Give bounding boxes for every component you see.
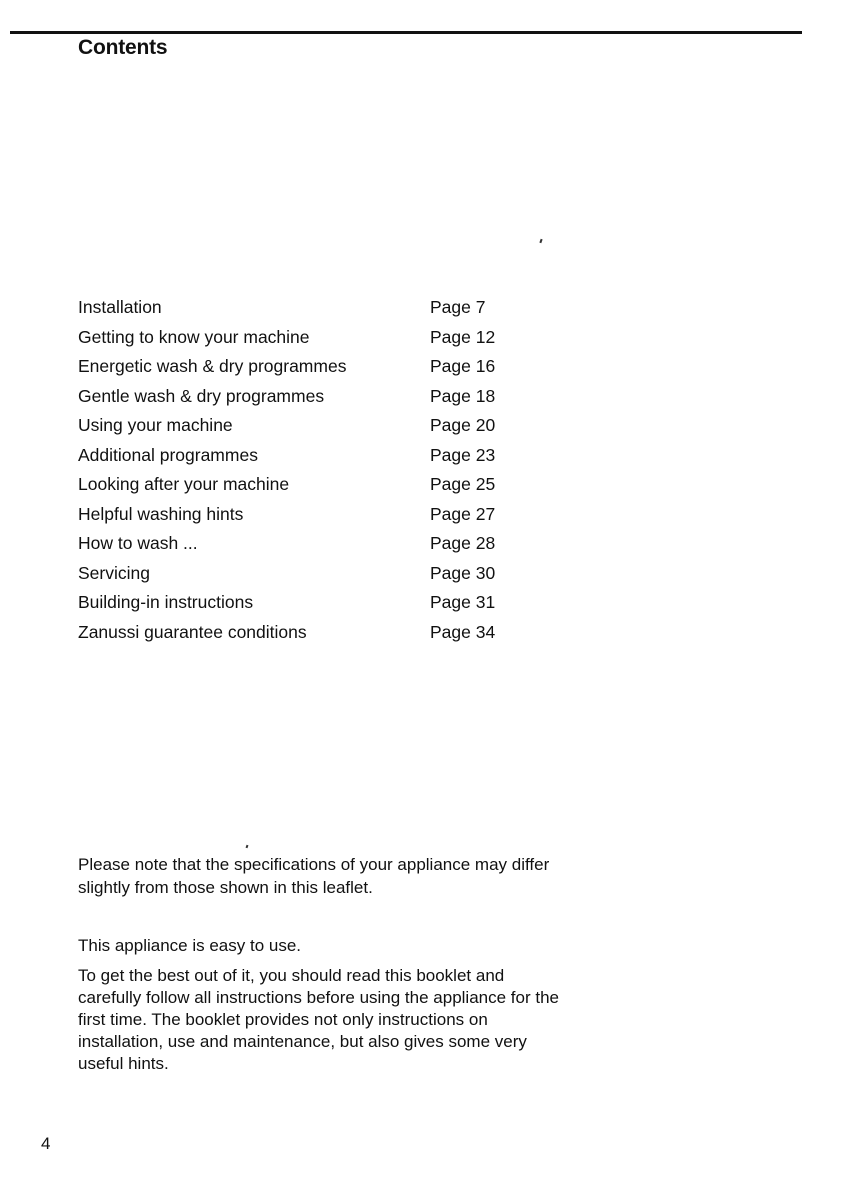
toc-entry[interactable] <box>78 472 538 502</box>
toc-entry-label: Installation <box>78 297 162 317</box>
toc-entry-page: Page 16 <box>430 356 496 376</box>
toc-entry[interactable] <box>78 354 538 384</box>
toc-entry-page: Page 31 <box>430 592 496 612</box>
toc-entry-label: Additional programmes <box>78 444 258 465</box>
toc-entry-page: Page 34 <box>430 621 496 642</box>
scan-speck <box>539 239 542 243</box>
toc-entry-page: Page 23 <box>430 444 496 465</box>
toc-entry[interactable] <box>78 502 538 532</box>
toc-entry-label: How to wash ... <box>78 533 198 553</box>
toc-entry-label: Servicing <box>78 562 150 583</box>
header-rule <box>10 31 802 34</box>
toc-entry-page: Page 20 <box>430 415 496 435</box>
toc-entry-label: Building-in instructions <box>78 592 254 612</box>
toc-entry[interactable] <box>78 590 538 620</box>
intro-heading: This appliance is easy to use. <box>78 936 302 955</box>
toc-entry-label: Looking after your machine <box>78 474 290 494</box>
toc-entry-label: Zanussi guarantee conditions <box>78 621 307 642</box>
toc-entry-label: Gentle wash & dry programmes <box>78 385 325 406</box>
toc-entry-page: Page 12 <box>430 326 496 347</box>
toc-entry-label: Helpful washing hints <box>78 503 244 524</box>
toc-entry[interactable] <box>78 325 538 355</box>
toc-entry[interactable] <box>78 384 538 414</box>
toc-entry-page: Page 27 <box>430 503 496 524</box>
scan-speck <box>246 845 249 849</box>
toc-entry[interactable] <box>78 443 538 473</box>
toc-entry[interactable] <box>78 295 538 325</box>
toc-entry-page: Page 7 <box>430 297 486 317</box>
table-of-contents <box>78 295 538 649</box>
page-title: Contents <box>78 36 168 59</box>
intro-paragraph: To get the best out of it, you should read this booklet and carefully follow all instructions before using the appliance for the first time. The booklet provides not only instructions on installation, use and maintenance, but also gives some very useful hints. <box>78 966 559 1073</box>
toc-entry-page: Page 28 <box>430 533 496 553</box>
toc-entry-label: Energetic wash & dry programmes <box>78 356 347 376</box>
toc-entry[interactable] <box>78 561 538 591</box>
toc-entry[interactable] <box>78 531 538 561</box>
page-number: 4 <box>41 1134 51 1153</box>
toc-entry-label: Getting to know your machine <box>78 326 310 347</box>
toc-entry-label: Using your machine <box>78 415 233 435</box>
toc-entry-page: Page 18 <box>430 385 496 406</box>
toc-entry[interactable] <box>78 620 538 650</box>
toc-entry-page: Page 25 <box>430 474 496 494</box>
specification-note: Please note that the specifications of your appliance may differ slightly from those shown in this leaflet. <box>78 855 550 897</box>
toc-entry[interactable] <box>78 413 538 443</box>
toc-entry-page: Page 30 <box>430 562 496 583</box>
